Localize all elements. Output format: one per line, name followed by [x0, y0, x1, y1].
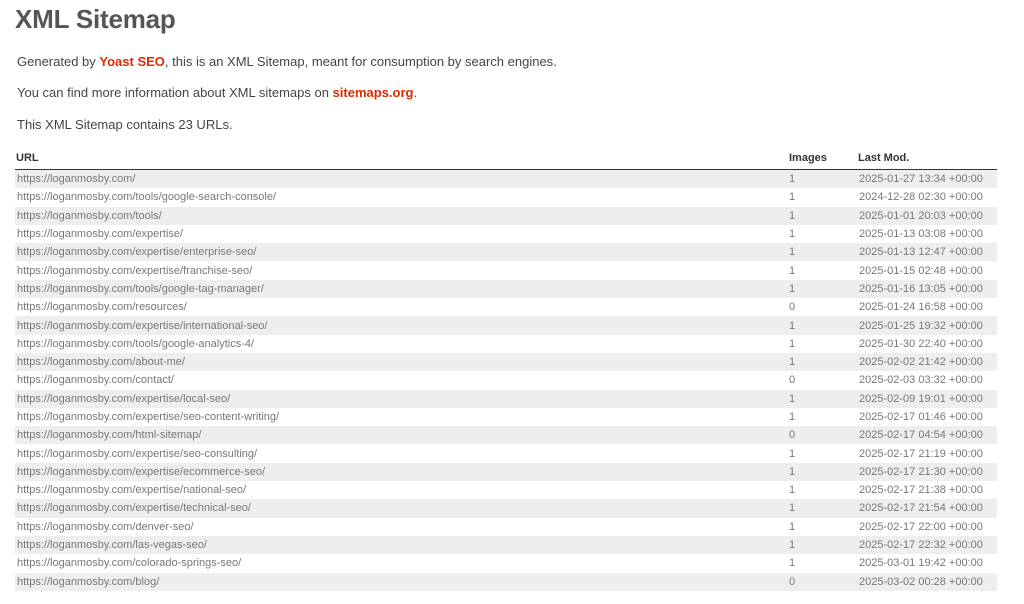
url-cell — [15, 573, 787, 591]
table-row — [15, 170, 997, 189]
url-link[interactable]: https://loganmosby.com/expertise/national-seo/ — [17, 484, 247, 497]
table-row — [15, 316, 997, 334]
url-link[interactable]: https://loganmosby.com/tools/google-analytics-4/ — [17, 337, 255, 350]
table-row — [15, 536, 997, 554]
table-row — [15, 225, 997, 243]
column-header-images: Images — [787, 151, 857, 170]
images-count-cell: 1 — [789, 228, 796, 241]
images-count-cell: 1 — [789, 337, 796, 350]
url-link[interactable]: https://loganmosby.com/expertise/enterprise-seo/ — [17, 246, 257, 259]
url-cell — [15, 499, 787, 517]
last-mod-cell: 2025-01-01 20:03 +00:00 — [857, 207, 997, 225]
generated-prefix: Generated by — [17, 54, 100, 69]
column-header-url: URL — [15, 151, 787, 170]
url-link[interactable]: https://loganmosby.com/tools/google-tag-manager/ — [17, 282, 264, 295]
images-count-cell: 1 — [787, 463, 857, 481]
images-count-cell: 0 — [789, 301, 796, 314]
url-cell — [15, 243, 787, 261]
column-header-last-mod: Last Mod. — [857, 151, 997, 170]
table-row — [15, 444, 997, 462]
url-cell — [15, 554, 787, 572]
url-link[interactable]: https://loganmosby.com/html-sitemap/ — [17, 429, 202, 442]
url-link[interactable]: https://loganmosby.com/contact/ — [17, 374, 174, 387]
last-mod-cell: 2025-01-13 12:47 +00:00 — [857, 243, 997, 261]
table-body — [15, 170, 997, 591]
table-row — [15, 481, 997, 499]
table-row — [15, 371, 997, 389]
url-cell — [15, 518, 787, 536]
sitemaps-org-link[interactable]: sitemaps.org — [332, 85, 414, 100]
last-mod-cell: 2025-02-03 03:32 +00:00 — [859, 374, 983, 387]
url-link[interactable]: https://loganmosby.com/tools/google-search-console/ — [17, 191, 277, 204]
images-count-cell: 1 — [787, 499, 857, 517]
images-count-cell: 1 — [789, 447, 796, 460]
url-cell — [15, 408, 787, 426]
images-count-cell: 1 — [787, 243, 857, 261]
url-link[interactable]: https://loganmosby.com/resources/ — [17, 301, 187, 314]
images-count-cell: 1 — [787, 536, 857, 554]
last-mod-cell: 2025-02-17 21:30 +00:00 — [857, 463, 997, 481]
table-row — [15, 207, 997, 225]
url-count-text: This XML Sitemap contains 23 URLs. — [17, 117, 233, 132]
images-count-cell: 0 — [789, 374, 796, 387]
images-count-cell: 1 — [789, 484, 796, 497]
table-row — [15, 353, 997, 371]
last-mod-cell: 2025-02-17 21:54 +00:00 — [857, 499, 997, 517]
url-link[interactable]: https://loganmosby.com/expertise/technical-seo/ — [17, 502, 251, 515]
url-cell — [15, 207, 787, 225]
url-cell — [15, 225, 787, 243]
url-cell — [15, 536, 787, 554]
url-link[interactable]: https://loganmosby.com/blog/ — [17, 575, 160, 588]
table-row — [15, 298, 997, 316]
last-mod-cell: 2025-01-27 13:34 +00:00 — [857, 170, 997, 189]
url-cell — [15, 298, 787, 316]
table-header-row — [15, 151, 997, 170]
url-link[interactable]: https://loganmosby.com/las-vegas-seo/ — [17, 539, 207, 552]
url-cell — [15, 390, 787, 408]
table-row — [15, 408, 997, 426]
table-row — [15, 335, 997, 353]
last-mod-cell: 2025-01-15 02:48 +00:00 — [859, 264, 983, 277]
url-cell — [15, 316, 787, 334]
url-link[interactable]: https://loganmosby.com/tools/ — [17, 209, 162, 222]
url-cell — [15, 261, 787, 279]
table-row — [15, 280, 997, 298]
last-mod-cell: 2025-01-13 03:08 +00:00 — [859, 228, 983, 241]
last-mod-cell: 2025-01-30 22:40 +00:00 — [859, 337, 983, 350]
last-mod-cell: 2025-01-25 19:32 +00:00 — [857, 316, 997, 334]
url-link[interactable]: https://loganmosby.com/ — [17, 173, 136, 186]
url-cell — [15, 335, 787, 353]
last-mod-cell: 2025-01-16 13:05 +00:00 — [857, 280, 997, 298]
last-mod-cell: 2025-01-24 16:58 +00:00 — [859, 301, 983, 314]
images-count-cell: 1 — [789, 264, 796, 277]
url-link[interactable]: https://loganmosby.com/expertise/seo-consulting/ — [17, 447, 258, 460]
url-link[interactable]: https://loganmosby.com/expertise/ecommerce-seo/ — [17, 465, 266, 478]
url-cell — [15, 463, 787, 481]
table-row — [15, 573, 997, 591]
last-mod-cell: 2025-03-02 00:28 +00:00 — [857, 573, 997, 591]
last-mod-cell: 2025-02-17 22:32 +00:00 — [857, 536, 997, 554]
images-count-cell: 1 — [789, 557, 796, 570]
last-mod-cell: 2024-12-28 02:30 +00:00 — [859, 191, 983, 204]
last-mod-cell: 2025-02-02 21:42 +00:00 — [857, 353, 997, 371]
images-count-cell: 0 — [787, 426, 857, 444]
images-count-cell: 1 — [787, 353, 857, 371]
table-row — [15, 243, 997, 261]
last-mod-cell: 2025-02-17 21:19 +00:00 — [859, 447, 983, 460]
url-cell — [15, 444, 787, 462]
last-mod-cell: 2025-03-01 19:42 +00:00 — [859, 557, 983, 570]
images-count-cell: 1 — [789, 520, 796, 533]
url-link[interactable]: https://loganmosby.com/expertise/seo-content-writing/ — [17, 411, 280, 423]
table-row — [15, 463, 997, 481]
last-mod-cell: 2025-02-17 22:00 +00:00 — [859, 520, 983, 533]
images-count-cell: 1 — [789, 411, 796, 423]
page-title: XML Sitemap — [15, 4, 176, 34]
last-mod-cell: 2025-02-17 04:54 +00:00 — [857, 426, 997, 444]
url-cell — [15, 188, 787, 206]
url-link[interactable]: https://loganmosby.com/expertise/franchise-seo/ — [17, 264, 253, 277]
info-suffix: . — [413, 85, 418, 100]
images-count-cell: 1 — [787, 390, 857, 408]
last-mod-cell: 2025-02-09 19:01 +00:00 — [857, 390, 997, 408]
url-cell — [15, 426, 787, 444]
images-count-cell: 1 — [787, 280, 857, 298]
table-row — [15, 499, 997, 517]
images-count-cell: 1 — [787, 207, 857, 225]
sitemap-table — [15, 151, 997, 591]
images-count-cell: 1 — [787, 316, 857, 334]
table-row — [15, 426, 997, 444]
url-link[interactable]: https://loganmosby.com/expertise/ — [17, 228, 184, 241]
images-count-cell: 0 — [787, 573, 857, 591]
generated-suffix: , this is an XML Sitemap, meant for consumption by search engines. — [164, 54, 557, 69]
table-row — [15, 261, 997, 279]
table-row — [15, 554, 997, 572]
yoast-seo-link[interactable]: Yoast SEO — [99, 54, 165, 69]
url-link[interactable]: https://loganmosby.com/denver-seo/ — [17, 520, 194, 533]
table-row — [15, 518, 997, 536]
url-link[interactable]: https://loganmosby.com/about-me/ — [17, 356, 185, 369]
url-cell — [15, 353, 787, 371]
last-mod-cell: 2025-02-17 21:38 +00:00 — [859, 484, 983, 497]
last-mod-cell: 2025-02-17 01:46 +00:00 — [859, 411, 983, 423]
url-link[interactable]: https://loganmosby.com/expertise/local-seo/ — [17, 392, 231, 405]
url-cell — [15, 481, 787, 499]
table-row — [15, 188, 997, 206]
images-count-cell: 1 — [789, 191, 796, 204]
table-row — [15, 390, 997, 408]
images-count-cell: 1 — [787, 170, 857, 189]
url-cell — [15, 280, 787, 298]
more-info-text — [17, 85, 417, 100]
url-cell — [15, 371, 787, 389]
info-prefix: You can find more information about XML sitemaps on — [17, 85, 333, 100]
url-link[interactable]: https://loganmosby.com/colorado-springs-seo/ — [17, 557, 242, 570]
url-cell — [15, 170, 787, 189]
url-link[interactable]: https://loganmosby.com/expertise/international-seo/ — [17, 319, 268, 332]
generated-by-text — [17, 54, 557, 69]
